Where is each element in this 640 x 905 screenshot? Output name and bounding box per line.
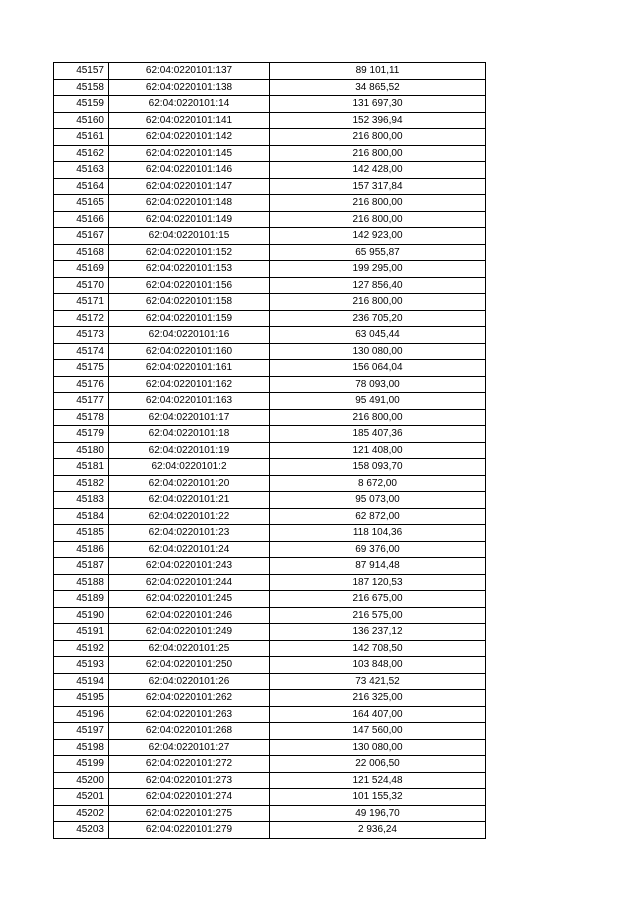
row-number-cell: 45163 [54,162,109,179]
table-row [54,162,486,179]
cadastral-number-cell: 62:04:0220101:138 [109,79,270,96]
row-number-cell: 45194 [54,673,109,690]
cadastral-value-cell: 89 101,11 [270,63,486,80]
cadastral-number-cell: 62:04:0220101:25 [109,640,270,657]
cadastral-number-cell: 62:04:0220101:14 [109,96,270,113]
cadastral-number-cell: 62:04:0220101:26 [109,673,270,690]
table-row [54,360,486,377]
table-row [54,624,486,641]
cadastral-value-cell: 142 428,00 [270,162,486,179]
table-row [54,277,486,294]
cadastral-number-cell: 62:04:0220101:250 [109,657,270,674]
row-number-cell: 45158 [54,79,109,96]
cadastral-value-cell: 187 120,53 [270,574,486,591]
row-number-cell: 45191 [54,624,109,641]
row-number-cell: 45187 [54,558,109,575]
table-row [54,409,486,426]
table-row [54,789,486,806]
row-number-cell: 45172 [54,310,109,327]
cadastral-number-cell: 62:04:0220101:249 [109,624,270,641]
row-number-cell: 45168 [54,244,109,261]
table-row [54,772,486,789]
cadastral-number-cell: 62:04:0220101:22 [109,508,270,525]
table-row [54,426,486,443]
table-row [54,178,486,195]
row-number-cell: 45200 [54,772,109,789]
row-number-cell: 45176 [54,376,109,393]
table-row [54,442,486,459]
row-number-cell: 45184 [54,508,109,525]
cadastral-number-cell: 62:04:0220101:275 [109,805,270,822]
table-row [54,690,486,707]
cadastral-value-cell: 199 295,00 [270,261,486,278]
cadastral-value-cell: 130 080,00 [270,739,486,756]
table-row [54,79,486,96]
cadastral-value-cell: 121 408,00 [270,442,486,459]
cadastral-number-cell: 62:04:0220101:27 [109,739,270,756]
row-number-cell: 45159 [54,96,109,113]
table-row [54,310,486,327]
row-number-cell: 45199 [54,756,109,773]
cadastral-number-cell: 62:04:0220101:145 [109,145,270,162]
cadastral-value-cell: 157 317,84 [270,178,486,195]
cadastral-value-cell: 8 672,00 [270,475,486,492]
row-number-cell: 45180 [54,442,109,459]
table-row [54,129,486,146]
row-number-cell: 45202 [54,805,109,822]
table-row [54,525,486,542]
table-row [54,376,486,393]
table-row [54,739,486,756]
cadastral-number-cell: 62:04:0220101:21 [109,492,270,509]
table-row [54,558,486,575]
table-row [54,822,486,839]
table-row [54,805,486,822]
cadastral-number-cell: 62:04:0220101:244 [109,574,270,591]
cadastral-number-cell: 62:04:0220101:274 [109,789,270,806]
cadastral-value-cell: 95 073,00 [270,492,486,509]
table-row [54,756,486,773]
table-row [54,211,486,228]
row-number-cell: 45161 [54,129,109,146]
row-number-cell: 45170 [54,277,109,294]
cadastral-value-cell: 216 325,00 [270,690,486,707]
cadastral-value-cell: 147 560,00 [270,723,486,740]
cadastral-value-cell: 95 491,00 [270,393,486,410]
table-row [54,63,486,80]
row-number-cell: 45193 [54,657,109,674]
cadastral-value-table [53,62,486,839]
cadastral-value-cell: 216 675,00 [270,591,486,608]
row-number-cell: 45157 [54,63,109,80]
cadastral-value-cell: 101 155,32 [270,789,486,806]
cadastral-number-cell: 62:04:0220101:23 [109,525,270,542]
cadastral-number-cell: 62:04:0220101:2 [109,459,270,476]
cadastral-value-cell: 131 697,30 [270,96,486,113]
row-number-cell: 45166 [54,211,109,228]
cadastral-number-cell: 62:04:0220101:153 [109,261,270,278]
cadastral-number-cell: 62:04:0220101:15 [109,228,270,245]
cadastral-value-cell: 216 800,00 [270,129,486,146]
cadastral-value-cell: 142 923,00 [270,228,486,245]
row-number-cell: 45183 [54,492,109,509]
row-number-cell: 45160 [54,112,109,129]
cadastral-number-cell: 62:04:0220101:147 [109,178,270,195]
table-row [54,640,486,657]
cadastral-number-cell: 62:04:0220101:148 [109,195,270,212]
cadastral-value-cell: 78 093,00 [270,376,486,393]
cadastral-number-cell: 62:04:0220101:162 [109,376,270,393]
table-row [54,706,486,723]
cadastral-number-cell: 62:04:0220101:160 [109,343,270,360]
row-number-cell: 45197 [54,723,109,740]
table-row [54,574,486,591]
table-row [54,195,486,212]
table-row [54,294,486,311]
row-number-cell: 45201 [54,789,109,806]
cadastral-number-cell: 62:04:0220101:16 [109,327,270,344]
table-body [54,63,486,839]
row-number-cell: 45185 [54,525,109,542]
table-row [54,343,486,360]
row-number-cell: 45181 [54,459,109,476]
row-number-cell: 45188 [54,574,109,591]
cadastral-value-cell: 69 376,00 [270,541,486,558]
row-number-cell: 45195 [54,690,109,707]
table-row [54,327,486,344]
table-row [54,723,486,740]
table-row [54,261,486,278]
cadastral-number-cell: 62:04:0220101:262 [109,690,270,707]
cadastral-value-cell: 127 856,40 [270,277,486,294]
table-row [54,508,486,525]
table-row [54,607,486,624]
cadastral-value-cell: 158 093,70 [270,459,486,476]
cadastral-number-cell: 62:04:0220101:19 [109,442,270,459]
row-number-cell: 45174 [54,343,109,360]
cadastral-value-cell: 65 955,87 [270,244,486,261]
table-row [54,228,486,245]
table-row [54,244,486,261]
row-number-cell: 45203 [54,822,109,839]
cadastral-number-cell: 62:04:0220101:246 [109,607,270,624]
cadastral-number-cell: 62:04:0220101:149 [109,211,270,228]
cadastral-number-cell: 62:04:0220101:279 [109,822,270,839]
row-number-cell: 45196 [54,706,109,723]
row-number-cell: 45171 [54,294,109,311]
row-number-cell: 45178 [54,409,109,426]
cadastral-value-cell: 49 196,70 [270,805,486,822]
cadastral-value-cell: 63 045,44 [270,327,486,344]
cadastral-value-cell: 152 396,94 [270,112,486,129]
cadastral-number-cell: 62:04:0220101:163 [109,393,270,410]
row-number-cell: 45182 [54,475,109,492]
table-row [54,459,486,476]
table-row [54,673,486,690]
cadastral-value-cell: 156 064,04 [270,360,486,377]
cadastral-number-cell: 62:04:0220101:24 [109,541,270,558]
cadastral-value-cell: 62 872,00 [270,508,486,525]
row-number-cell: 45167 [54,228,109,245]
cadastral-number-cell: 62:04:0220101:158 [109,294,270,311]
cadastral-value-cell: 216 800,00 [270,195,486,212]
cadastral-value-cell: 136 237,12 [270,624,486,641]
row-number-cell: 45186 [54,541,109,558]
cadastral-number-cell: 62:04:0220101:263 [109,706,270,723]
row-number-cell: 45192 [54,640,109,657]
cadastral-value-cell: 185 407,36 [270,426,486,443]
table-row [54,657,486,674]
cadastral-number-cell: 62:04:0220101:272 [109,756,270,773]
table-row [54,393,486,410]
cadastral-number-cell: 62:04:0220101:243 [109,558,270,575]
table-row [54,591,486,608]
cadastral-value-cell: 236 705,20 [270,310,486,327]
cadastral-value-cell: 216 800,00 [270,294,486,311]
cadastral-number-cell: 62:04:0220101:273 [109,772,270,789]
cadastral-value-cell: 103 848,00 [270,657,486,674]
row-number-cell: 45179 [54,426,109,443]
cadastral-value-cell: 73 421,52 [270,673,486,690]
cadastral-value-cell: 2 936,24 [270,822,486,839]
row-number-cell: 45165 [54,195,109,212]
row-number-cell: 45198 [54,739,109,756]
row-number-cell: 45190 [54,607,109,624]
table-row [54,145,486,162]
table-row [54,475,486,492]
cadastral-number-cell: 62:04:0220101:156 [109,277,270,294]
cadastral-number-cell: 62:04:0220101:141 [109,112,270,129]
row-number-cell: 45164 [54,178,109,195]
table-row [54,112,486,129]
cadastral-value-cell: 130 080,00 [270,343,486,360]
cadastral-value-cell: 121 524,48 [270,772,486,789]
table-row [54,492,486,509]
cadastral-value-cell: 87 914,48 [270,558,486,575]
table-row [54,96,486,113]
cadastral-number-cell: 62:04:0220101:20 [109,475,270,492]
cadastral-value-cell: 22 006,50 [270,756,486,773]
cadastral-value-cell: 216 800,00 [270,409,486,426]
cadastral-value-cell: 216 575,00 [270,607,486,624]
cadastral-number-cell: 62:04:0220101:17 [109,409,270,426]
row-number-cell: 45162 [54,145,109,162]
cadastral-value-cell: 142 708,50 [270,640,486,657]
cadastral-number-cell: 62:04:0220101:142 [109,129,270,146]
row-number-cell: 45175 [54,360,109,377]
cadastral-value-cell: 118 104,36 [270,525,486,542]
cadastral-value-cell: 216 800,00 [270,211,486,228]
cadastral-number-cell: 62:04:0220101:161 [109,360,270,377]
cadastral-number-cell: 62:04:0220101:18 [109,426,270,443]
cadastral-value-cell: 216 800,00 [270,145,486,162]
cadastral-number-cell: 62:04:0220101:152 [109,244,270,261]
row-number-cell: 45189 [54,591,109,608]
cadastral-number-cell: 62:04:0220101:137 [109,63,270,80]
row-number-cell: 45173 [54,327,109,344]
table-row [54,541,486,558]
row-number-cell: 45169 [54,261,109,278]
cadastral-number-cell: 62:04:0220101:268 [109,723,270,740]
cadastral-value-cell: 164 407,00 [270,706,486,723]
cadastral-number-cell: 62:04:0220101:159 [109,310,270,327]
row-number-cell: 45177 [54,393,109,410]
cadastral-number-cell: 62:04:0220101:146 [109,162,270,179]
cadastral-value-cell: 34 865,52 [270,79,486,96]
cadastral-number-cell: 62:04:0220101:245 [109,591,270,608]
